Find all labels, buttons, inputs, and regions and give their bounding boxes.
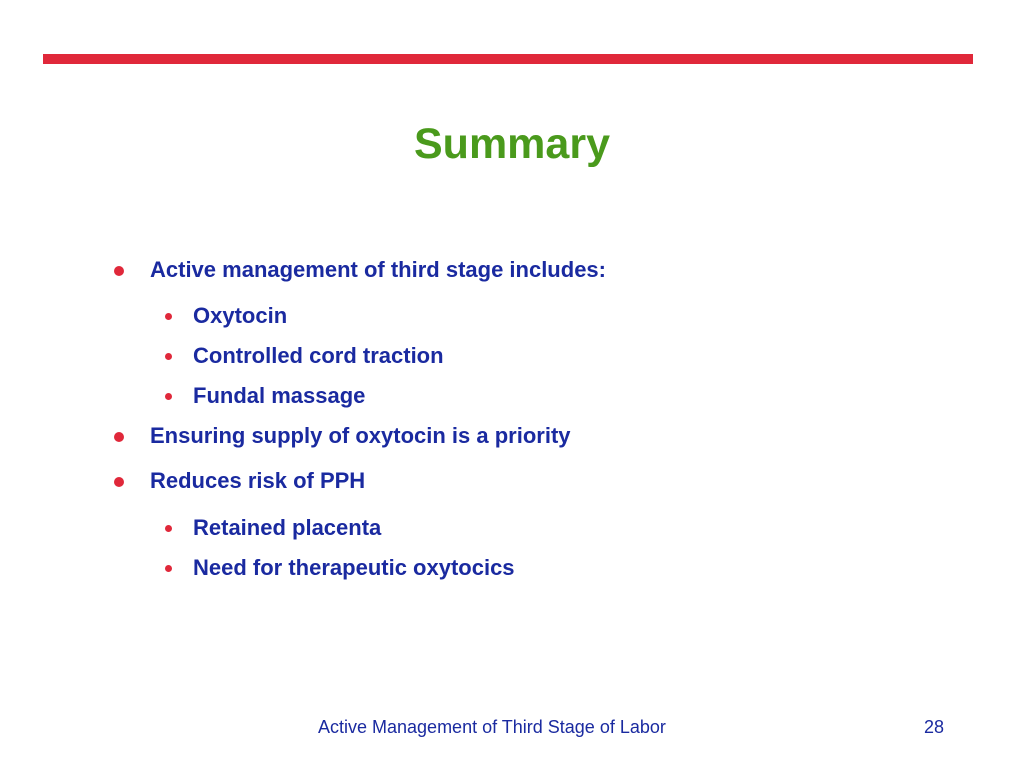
sub-bullet-dot-icon bbox=[165, 393, 172, 400]
bullet-dot-icon bbox=[114, 477, 124, 487]
bullet-item: Active management of third stage includes: bbox=[150, 257, 606, 282]
sub-bullet-dot-icon bbox=[165, 565, 172, 572]
sub-bullet-item: Oxytocin bbox=[193, 303, 288, 328]
bullet-item: Ensuring supply of oxytocin is a priority bbox=[150, 423, 571, 448]
sub-bullet-dot-icon bbox=[165, 525, 172, 532]
sub-bullet-dot-icon bbox=[165, 313, 172, 320]
sub-bullet-item: Need for therapeutic oxytocics bbox=[193, 555, 515, 580]
bullet-dot-icon bbox=[114, 266, 124, 276]
sub-bullet-item: Retained placenta bbox=[193, 515, 382, 540]
slide-title: Summary bbox=[414, 120, 610, 168]
footer-title: Active Management of Third Stage of Labor bbox=[318, 717, 666, 737]
sub-bullet-dot-icon bbox=[165, 353, 172, 360]
sub-bullet-item: Controlled cord traction bbox=[193, 343, 444, 368]
page-number: 28 bbox=[923, 717, 944, 737]
bullet-dot-icon bbox=[114, 432, 124, 442]
bullet-item: Reduces risk of PPH bbox=[150, 468, 366, 493]
sub-bullet-item: Fundal massage bbox=[193, 383, 366, 408]
